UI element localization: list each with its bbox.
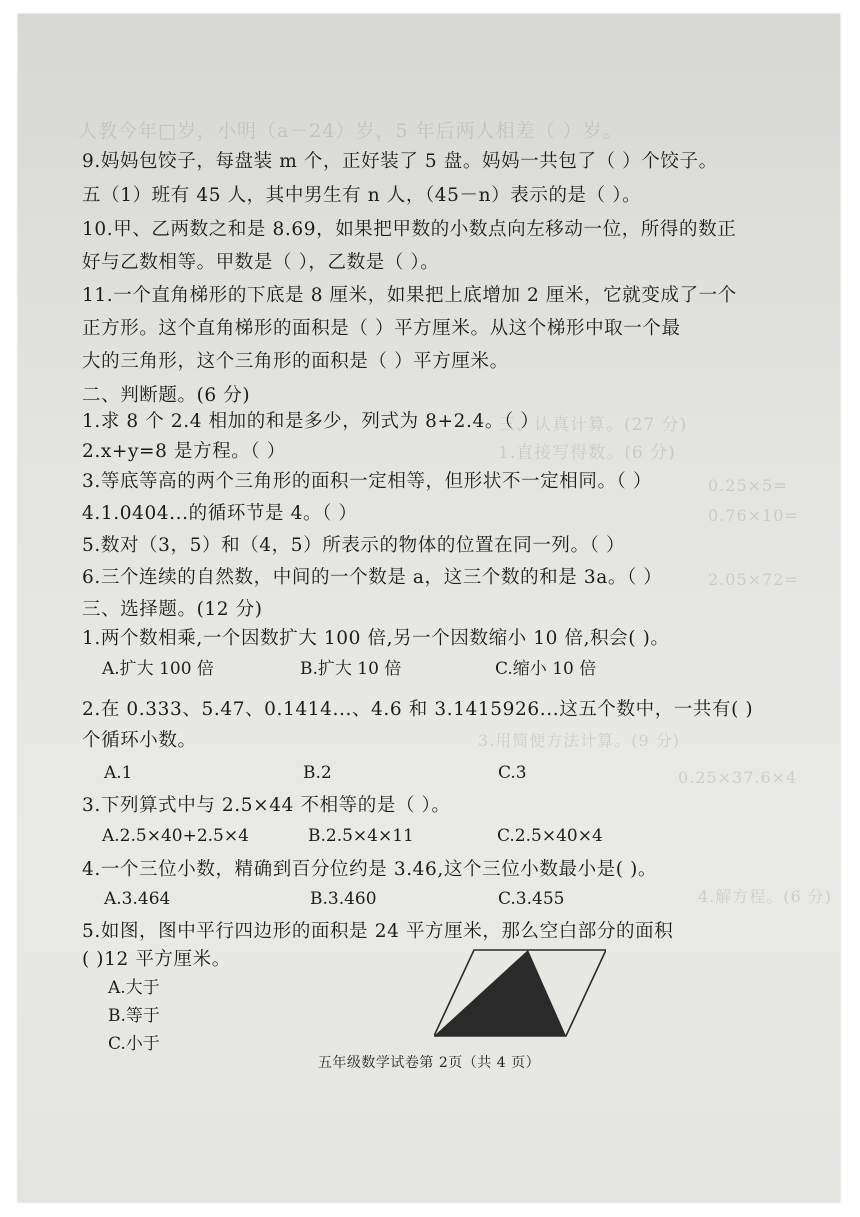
choice-2-option-c: C.3 [498, 763, 527, 783]
question-11-line-1: 11.一个直角梯形的下底是 8 厘米，如果把上底增加 2 厘米，它就变成了一个 [82, 285, 737, 306]
choice-question-5-cont: ( )12 平方厘米。 [82, 949, 231, 970]
choice-3-option-c: C.2.5×40×4 [497, 826, 603, 846]
choice-question-3: 3.下列算式中与 2.5×44 不相等的是（ ）。 [82, 795, 451, 816]
choice-4-option-c: C.3.455 [498, 889, 565, 909]
judge-item-1: 1.求 8 个 2.4 相加的和是多少，列式为 8+2.4。（ ） [82, 411, 540, 432]
judge-item-2: 2.x+y=8 是方程。（ ） [82, 441, 286, 462]
judge-item-4: 4.1.0404...的循环节是 4。（ ） [82, 503, 358, 524]
choice-4-option-b: B.3.460 [310, 889, 377, 909]
question-9-sub: 五（1）班有 45 人，其中男生有 n 人，（45－n）表示的是（ ）。 [82, 185, 642, 206]
choice-1-option-c: C.缩小 10 倍 [495, 659, 597, 679]
bleed-through-text: 0.76×10= [708, 506, 799, 525]
choice-question-5: 5.如图，图中平行四边形的面积是 24 平方厘米，那么空白部分的面积 [82, 921, 674, 942]
bleed-through-text: 1.直接写得数。(6 分) [498, 443, 676, 463]
question-11-line-3: 大的三角形，这个三角形的面积是（ ）平方厘米。 [82, 351, 509, 372]
choice-1-option-b: B.扩大 10 倍 [300, 659, 402, 679]
bleed-through-text: 0.25×37.6×4 [678, 768, 798, 787]
judge-item-6: 6.三个连续的自然数，中间的一个数是 a，这三个数的和是 3a。（ ） [82, 567, 663, 588]
choice-2-option-b: B.2 [303, 763, 332, 783]
section-2-title: 二、判断题。(6 分) [82, 385, 251, 406]
bleed-through-text: 4.解方程。(6 分) [698, 887, 833, 906]
question-9: 9.妈妈包饺子，每盘装 m 个，正好装了 5 盘。妈妈一共包了（ ）个饺子。 [82, 151, 718, 172]
choice-2-option-a: A.1 [104, 763, 133, 783]
choice-question-1: 1.两个数相乘,一个因数扩大 100 倍,另一个因数缩小 10 倍,积会( )。 [82, 628, 670, 649]
choice-3-option-b: B.2.5×4×11 [308, 826, 414, 846]
page-footer: 五年级数学试卷第 2页（共 4 页） [317, 1055, 541, 1071]
bleed-through-text: 3.用简便方法计算。(9 分) [478, 731, 681, 750]
question-11-line-2: 正方形。这个直角梯形的面积是（ ）平方厘米。从这个梯形中取一个最 [82, 318, 681, 339]
question-10-line-2: 好与乙数相等。甲数是（ ），乙数是（ ）。 [82, 252, 440, 273]
choice-question-2: 2.在 0.333、5.47、0.1414...、4.6 和 3.1415926...这五个数中，一共有( ) [82, 699, 754, 720]
exam-page [18, 14, 840, 1202]
choice-question-4: 4.一个三位小数，精确到百分位约是 3.46,这个三位小数最小是( )。 [82, 859, 658, 880]
question-10-line-1: 10.甲、乙两数之和是 8.69，如果把甲数的小数点向左移动一位，所得的数正 [82, 219, 737, 240]
parallelogram-figure [434, 948, 606, 1038]
bleed-through-text: 人教今年□岁，小明（a－24）岁，5 年后两人相差（ ）岁。 [78, 120, 623, 142]
bleed-through-text: 三、认真计算。(27 分) [498, 415, 688, 435]
section-3-title: 三、选择题。(12 分) [82, 599, 263, 620]
choice-5-option-a: A.大于 [108, 978, 160, 998]
choice-5-option-c: C.小于 [108, 1034, 160, 1054]
choice-1-option-a: A.扩大 100 倍 [102, 659, 214, 679]
bleed-through-text: 0.25×5= [708, 476, 788, 495]
bleed-through-text: 2.05×72= [708, 570, 799, 589]
choice-3-option-a: A.2.5×40+2.5×4 [102, 826, 249, 846]
choice-5-option-b: B.等于 [108, 1006, 160, 1026]
judge-item-5: 5.数对（3，5）和（4，5）所表示的物体的位置在同一列。（ ） [82, 535, 626, 556]
choice-question-2-cont: 个循环小数。 [82, 730, 197, 751]
judge-item-3: 3.等底等高的两个三角形的面积一定相等，但形状不一定相同。（ ） [82, 471, 652, 492]
choice-4-option-a: A.3.464 [104, 889, 171, 909]
